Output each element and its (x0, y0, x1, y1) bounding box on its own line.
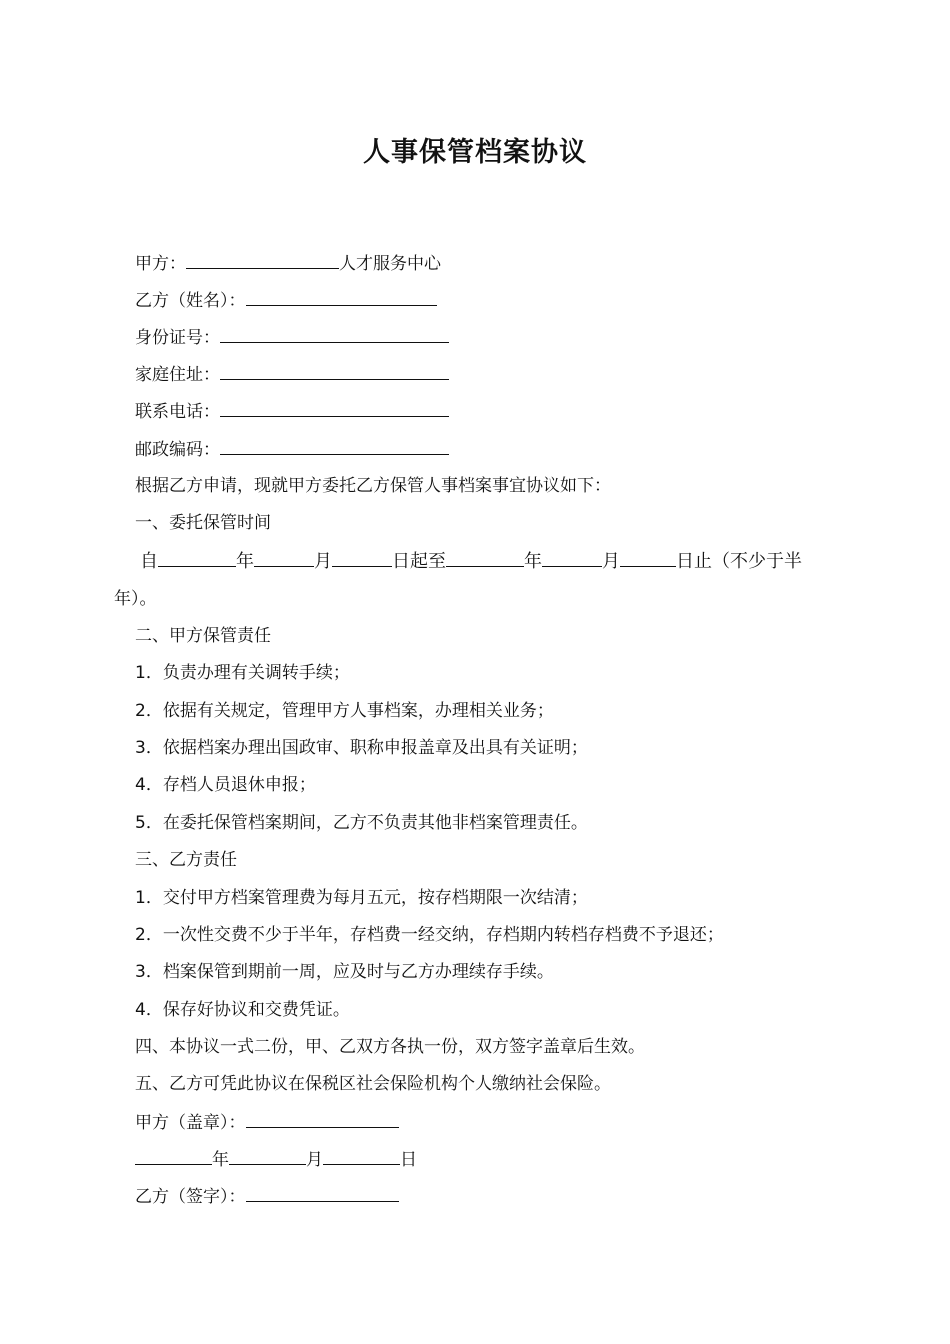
sign-a-line (135, 1110, 399, 1135)
end-month-blank[interactable] (542, 549, 602, 567)
id-number-blank[interactable] (220, 325, 449, 343)
end-day-blank[interactable] (620, 549, 676, 567)
intro-text: 根据乙方申请，现就甲方委托乙方保管人事档案事宜协议如下： (135, 476, 611, 496)
section2-item-3: 3．依据档案办理出国政审、职称申报盖章及出具有关证明； (135, 738, 588, 758)
sign-month-blank[interactable] (229, 1147, 306, 1165)
sign-day-blank[interactable] (323, 1147, 400, 1165)
postcode-label: 邮政编码： (135, 440, 220, 460)
address-line (135, 362, 449, 387)
party-b-line (135, 288, 437, 313)
party-b-name-blank[interactable] (246, 288, 437, 306)
section1-heading: 一、委托保管时间 (135, 513, 271, 533)
document-title: 人事保管档案协议 (363, 137, 587, 168)
period-tail: 年）。 (114, 589, 157, 609)
party-b-label: 乙方（姓名）： (135, 291, 246, 311)
section3-item-1: 1．交付甲方档案管理费为每月五元，按存档期限一次结清； (135, 888, 588, 908)
section2-item-2: 2．依据有关规定，管理甲方人事档案，办理相关业务； (135, 701, 554, 721)
id-label: 身份证号： (135, 328, 220, 348)
sign-year-blank[interactable] (135, 1147, 212, 1165)
postcode-line (135, 437, 449, 462)
end-year-blank[interactable] (446, 549, 524, 567)
party-a-blank[interactable] (186, 251, 339, 269)
period-start: 日起至 (392, 551, 446, 572)
phone-blank[interactable] (220, 399, 449, 417)
section4-text: 四、本协议一式二份，甲、乙双方各执一份，双方签字盖章后生效。 (135, 1037, 645, 1057)
section3-item-2: 2．一次性交费不少于半年，存档费一经交纳，存档期内转档存档费不予退还； (135, 925, 724, 945)
party-a-line (135, 251, 441, 276)
sign-month-label: 月 (306, 1150, 323, 1170)
section2-item-4: 4．存档人员退休申报； (135, 775, 316, 795)
period-month-2: 月 (602, 551, 620, 572)
period-line (140, 549, 802, 574)
sign-year-label: 年 (212, 1150, 229, 1170)
party-a-label: 甲方： (135, 254, 186, 274)
period-end: 日止（不少于半 (676, 551, 802, 572)
period-from: 自 (140, 551, 158, 572)
section3-item-4: 4．保存好协议和交费凭证。 (135, 1000, 350, 1020)
start-month-blank[interactable] (254, 549, 314, 567)
sign-day-label: 日 (400, 1150, 417, 1170)
sign-b-blank[interactable] (246, 1184, 399, 1202)
section3-item-3: 3．档案保管到期前一周，应及时与乙方办理续存手续。 (135, 962, 554, 982)
start-day-blank[interactable] (332, 549, 392, 567)
party-a-suffix: 人才服务中心 (339, 254, 441, 274)
sign-b-line (135, 1184, 399, 1209)
section2-item-5: 5．在委托保管档案期间，乙方不负责其他非档案管理责任。 (135, 813, 588, 833)
section3-heading: 三、乙方责任 (135, 850, 237, 870)
period-month-1: 月 (314, 551, 332, 572)
section5-text: 五、乙方可凭此协议在保税区社会保险机构个人缴纳社会保险。 (135, 1074, 611, 1094)
address-blank[interactable] (220, 362, 449, 380)
section2-heading: 二、甲方保管责任 (135, 626, 271, 646)
sign-a-blank[interactable] (246, 1110, 399, 1128)
id-line (135, 325, 449, 350)
section2-item-1: 1．负责办理有关调转手续； (135, 663, 350, 683)
sign-date-line (135, 1147, 417, 1172)
period-year-2: 年 (524, 551, 542, 572)
sign-b-label: 乙方（签字）： (135, 1187, 246, 1207)
address-label: 家庭住址： (135, 365, 220, 385)
phone-line (135, 399, 449, 424)
phone-label: 联系电话： (135, 402, 220, 422)
start-year-blank[interactable] (158, 549, 236, 567)
period-year-1: 年 (236, 551, 254, 572)
postcode-blank[interactable] (220, 437, 449, 455)
sign-a-label: 甲方（盖章）： (135, 1113, 246, 1133)
